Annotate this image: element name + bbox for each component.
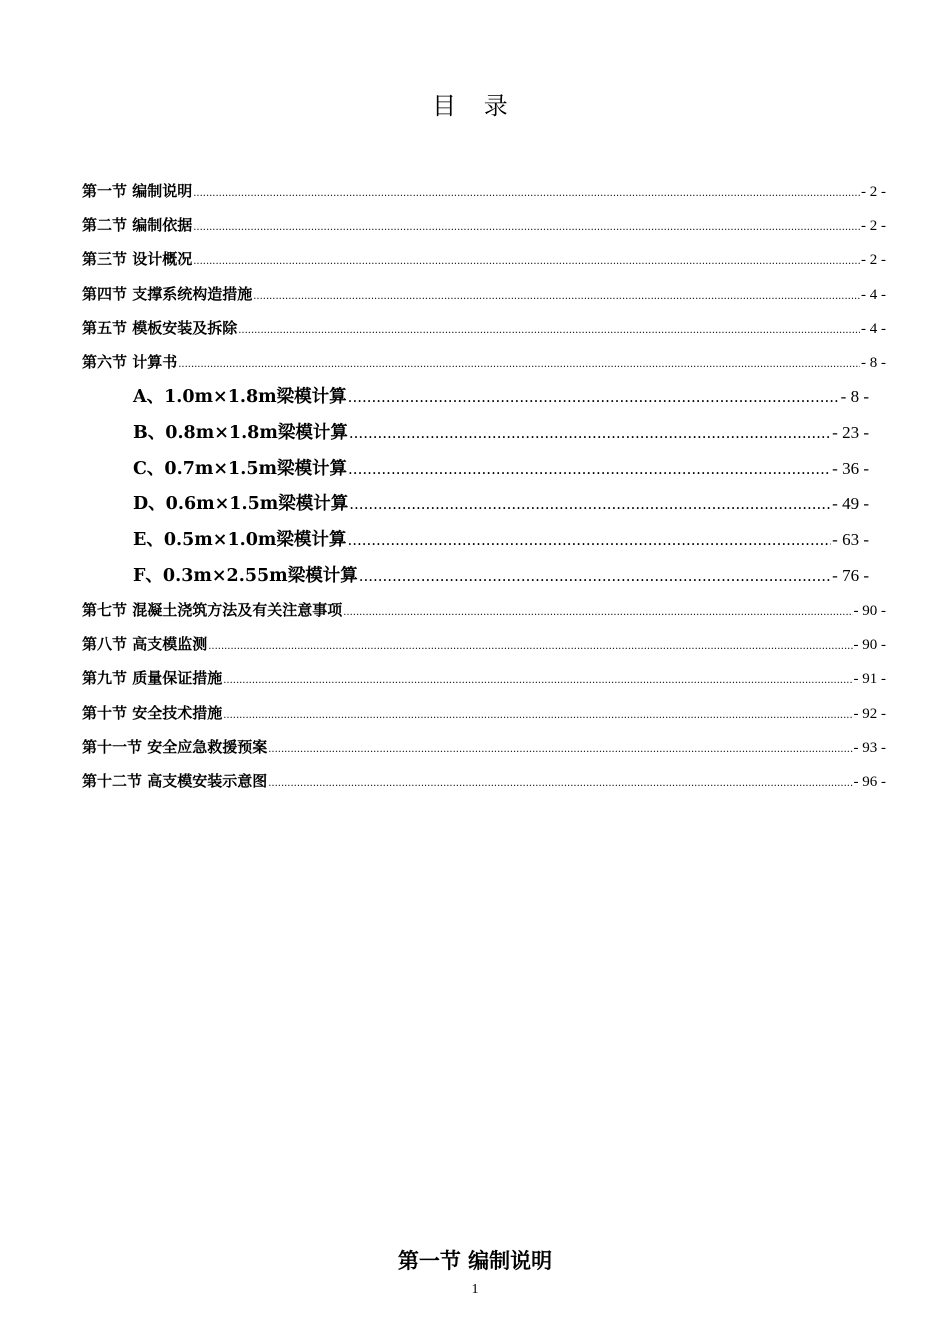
section-heading: 第一节 编制说明 xyxy=(397,1248,553,1273)
toc-entry-page: - 49 - xyxy=(832,494,869,513)
page-title: 目 录 xyxy=(432,92,518,120)
toc-leader-dots xyxy=(348,388,840,406)
toc-leader-dots xyxy=(268,778,852,789)
toc-entry-page: - 2 - xyxy=(861,184,886,200)
toc-entry-label: 第十节 安全技术措施 xyxy=(82,704,223,722)
toc-entry[interactable] xyxy=(82,667,886,688)
toc-entry-page: - 4 - xyxy=(861,287,886,303)
toc-entry-label: 第四节 支撑系统构造措施 xyxy=(82,285,253,303)
toc-entry-label: 第七节 混凝土浇筑方法及有关注意事项 xyxy=(82,601,343,619)
toc-leader-dots xyxy=(348,460,831,478)
toc-entry-label: 第八节 高支模监测 xyxy=(82,635,208,653)
page-number: 1 xyxy=(471,1282,479,1297)
toc-entry-label: C、0.7m×1.5m梁模计算 xyxy=(133,459,348,479)
toc-leader-dots xyxy=(178,359,860,370)
toc-leader-dots xyxy=(347,531,831,549)
toc-leader-dots xyxy=(223,675,852,686)
toc-entry-page: - 93 - xyxy=(853,740,886,756)
toc-entry-label: A、1.0m×1.8m梁模计算 xyxy=(133,387,347,407)
toc-leader-dots xyxy=(193,256,860,267)
toc-entry[interactable] xyxy=(82,283,886,304)
toc-entry-page: - 63 - xyxy=(832,530,869,549)
toc-entry[interactable] xyxy=(82,180,886,201)
toc-entry-label: 第三节 设计概况 xyxy=(82,250,193,268)
toc-entry-label: 第五节 模板安装及拆除 xyxy=(82,319,238,337)
toc-entry-label: 第二节 编制依据 xyxy=(82,216,193,234)
toc-entry-page: - 92 - xyxy=(853,706,886,722)
toc-entry-label: 第六节 计算书 xyxy=(82,353,178,371)
toc-leader-dots xyxy=(208,641,852,652)
toc-entry[interactable] xyxy=(82,633,886,654)
toc-leader-dots xyxy=(268,744,852,755)
toc-entry-page: - 4 - xyxy=(861,321,886,337)
toc-entry-page: - 91 - xyxy=(853,671,886,687)
toc-entry[interactable] xyxy=(82,214,886,235)
toc-entry[interactable] xyxy=(82,702,886,723)
toc-entry-page: - 36 - xyxy=(832,459,869,478)
toc-entry[interactable] xyxy=(82,248,886,269)
toc-subentry[interactable] xyxy=(133,562,869,587)
toc-leader-dots xyxy=(193,188,860,199)
toc-leader-dots xyxy=(238,325,860,336)
toc-entry[interactable] xyxy=(82,599,886,620)
toc-entry-label: E、0.5m×1.0m梁模计算 xyxy=(133,530,347,550)
toc-subentry[interactable] xyxy=(133,526,869,551)
toc-leader-dots xyxy=(349,424,831,442)
toc-entry-label: 第九节 质量保证措施 xyxy=(82,669,223,687)
toc-leader-dots xyxy=(223,710,852,721)
toc-leader-dots xyxy=(253,291,860,302)
toc-entry[interactable] xyxy=(82,317,886,338)
toc-entry-page: - 76 - xyxy=(832,566,869,585)
toc-entry-page: - 23 - xyxy=(832,423,869,442)
toc-entry-page: - 8 - xyxy=(861,355,886,371)
toc-subentry[interactable] xyxy=(133,455,869,480)
toc-leader-dots xyxy=(349,495,831,513)
toc-entry-page: - 90 - xyxy=(853,637,886,653)
toc-entry-label: 第十一节 安全应急救援预案 xyxy=(82,738,268,756)
toc-entry[interactable] xyxy=(82,736,886,757)
toc-leader-dots xyxy=(359,567,831,585)
toc-entry-label: B、0.8m×1.8m梁模计算 xyxy=(133,423,348,443)
toc-leader-dots xyxy=(193,222,860,233)
toc-entry[interactable] xyxy=(82,351,886,372)
toc-entry-page: - 90 - xyxy=(853,603,886,619)
toc-entry-label: 第十二节 高支模安装示意图 xyxy=(82,772,268,790)
toc-subentry[interactable] xyxy=(133,490,869,515)
toc-entry-label: 第一节 编制说明 xyxy=(82,182,193,200)
toc-entry-page: - 8 - xyxy=(840,387,869,406)
toc-subentry[interactable] xyxy=(133,419,869,444)
toc-leader-dots xyxy=(343,607,852,618)
toc-subentry[interactable] xyxy=(133,383,869,408)
toc-entry-label: F、0.3m×2.55m梁模计算 xyxy=(133,566,358,586)
toc-entry-page: - 2 - xyxy=(861,218,886,234)
toc-entry-page: - 96 - xyxy=(853,774,886,790)
toc-entry-page: - 2 - xyxy=(861,252,886,268)
toc-entry[interactable] xyxy=(82,770,886,791)
toc-entry-label: D、0.6m×1.5m梁模计算 xyxy=(133,494,349,514)
